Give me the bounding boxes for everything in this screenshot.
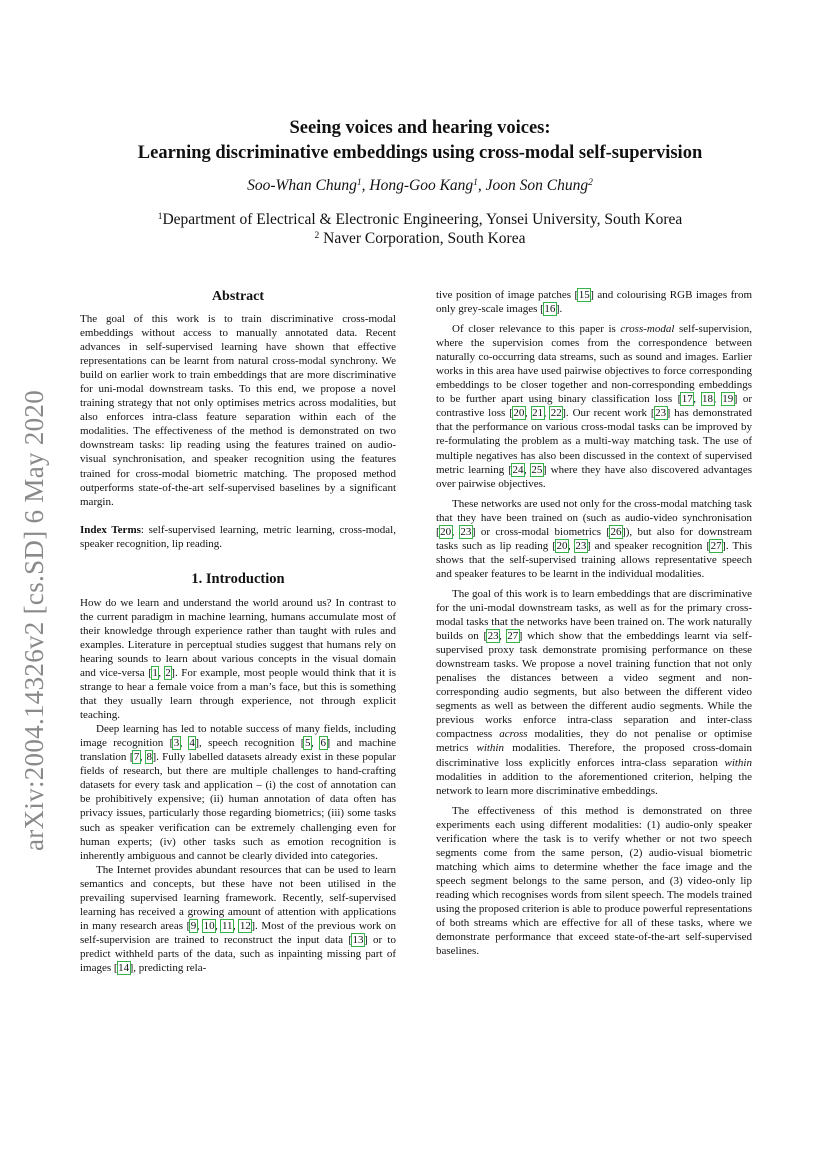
- citation-link[interactable]: 20: [556, 539, 568, 552]
- citation-link[interactable]: 22: [550, 407, 562, 420]
- index-terms: Index Terms: self-supervised learning, metric learning, cross-modal, speaker recognition, lip reading.: [80, 523, 396, 550]
- arxiv-stamp: arXiv:2004.14326v2 [cs.SD] 6 May 2020: [19, 389, 50, 851]
- affiliations: [80, 210, 760, 248]
- author-affil-mark: 1: [473, 178, 478, 188]
- index-terms-label: Index Terms: [80, 523, 141, 536]
- intro-paragraph-3-cont: tive position of image patches [15] and colourising RGB images from only grey-scale images [16].: [436, 289, 752, 316]
- citation-link[interactable]: 20: [513, 407, 525, 420]
- author-affil-mark: 2: [588, 178, 593, 188]
- citation-link[interactable]: 18: [702, 393, 713, 406]
- citation-link[interactable]: 9: [190, 919, 197, 932]
- intro-paragraph-4: Of closer relevance to this paper is cross-modal self-supervision, where the supervision comes from the correspondence between naturally co-occurring data streams, such as sound and images. Earlier works in this area have used pairwise objectives to force corresponding embeddings to be closer together and non-corresponding embeddings to be further apart using binary classification loss [17, 18, 19] or contrastive loss [20, 21, 22]. Our recent work [23] has demonstrated that the performance on various cross-modal tasks can be improved by re-formulating the problem as a multi-way matching task. The use of multiple negatives has also been discussed in the context of supervised metric learning [24, 25] where they have also discovered advantages over pairwise objectives.: [436, 323, 753, 490]
- citation-link[interactable]: 21: [532, 407, 544, 420]
- title-line-2: Learning discriminative embeddings using cross-modal self-supervision: [137, 143, 703, 163]
- intro-paragraph-2: Deep learning has led to notable success of many fields, including image recognition [3, 4], speech recognition [5, 6] and machine translation [7, 8]. Fully labelled datasets already exist in these popular fields of research, but there are multiple challenges to hand-crafting datasets for every task and application – (i) the cost of annotation can be prohibitively expensive; (ii) human annotation of data often has privacy issues, particularly those regarding biometrics; (iii) some tasks such as speaker verification can be extremely challenging even for human experts; (iv) other tasks such as emotion recognition is inherently ambiguous and cannot be clearly divided into categories.: [80, 723, 397, 862]
- citation-link[interactable]: 23: [655, 407, 667, 420]
- citation-link[interactable]: 3: [173, 737, 180, 750]
- citation-link[interactable]: 11: [221, 919, 233, 932]
- paper-title: [80, 116, 760, 166]
- citation-link[interactable]: 1: [152, 666, 158, 679]
- citation-link[interactable]: 23: [575, 539, 587, 552]
- citation-link[interactable]: 7: [133, 751, 140, 764]
- citation-link[interactable]: 17: [681, 393, 693, 406]
- citation-link[interactable]: 6: [320, 737, 327, 750]
- citation-link[interactable]: 27: [710, 539, 722, 552]
- author-affil-mark: 1: [356, 178, 362, 188]
- abstract-text: The goal of this work is to train discriminative cross-modal embeddings without access to manually annotated data. Recent advances in self-supervised learning have shown that effective representations can be learnt from natural cross-modal synchrony. We build on earlier work to train embeddings that are more discriminative for uni-modal downstream tasks. To this end, we propose a novel training strategy that not only optimises metrics across modalities, but also enforces intra-class feature separation within each of the modalities. The effectiveness of the method is demonstrated on two downstream tasks: lip reading using the features trained on audio-visual synchronisation, and speaker recognition using the features trained for cross-modal biometric matching. The proposed method outperforms state-of-the-art self-supervised baselines by a significant margin.: [80, 313, 396, 508]
- author-name: Joon Son Chung: [485, 177, 589, 194]
- title-line-1: Seeing voices and hearing voices:: [289, 118, 551, 138]
- citation-link[interactable]: 2: [165, 666, 171, 679]
- citation-link[interactable]: 12: [239, 919, 251, 932]
- citation-link[interactable]: 26: [610, 525, 622, 538]
- left-column: [80, 288, 396, 975]
- section-heading-introduction: 1. Introduction: [191, 570, 285, 587]
- citation-link[interactable]: 14: [118, 961, 130, 974]
- author-list: Soo-Whan Chung$^1$, Hong-Goo Kang$^1$, Joon Son Chung$^2$: [247, 177, 593, 194]
- affiliation-line: $^2$ Naver Corporation, South Korea: [314, 230, 526, 247]
- author-name: Soo-Whan Chung: [247, 177, 357, 194]
- abstract-heading: Abstract: [211, 289, 265, 304]
- citation-link[interactable]: 5: [304, 737, 311, 750]
- intro-paragraph-3: The Internet provides abundant resources that can be used to learn semantics and concepts, but these have not been utilised in the prevailing supervised learning framework. Recently, self-supervised learning has received a growing amount of attention with applications in many research areas [9, 10, 11, 12]. Most of the previous work on self-supervision are trained to reconstruct the input data [13] or to predict withheld parts of the data, such as inpainting missing part of images [14], predicting rela-: [80, 863, 397, 974]
- citation-link[interactable]: 27: [507, 630, 519, 643]
- citation-link[interactable]: 20: [440, 525, 452, 538]
- citation-link[interactable]: 16: [544, 303, 556, 316]
- author-name: Hong-Goo Kang: [369, 177, 474, 194]
- citation-link[interactable]: 8: [146, 751, 152, 764]
- citation-link[interactable]: 10: [203, 919, 215, 932]
- intro-paragraph-5: These networks are used not only for the cross-modal matching task that they have been trained on (such as audio-video synchronisation [20, 23] or cross-modal biometrics [26]), but also for downstream tasks such as lip reading [20, 23] and speaker recognition [27]. This shows that the self-supervised training allows representative speech and speaker features to be learnt in the individual modalities.: [436, 497, 753, 580]
- citation-link[interactable]: 25: [531, 463, 543, 476]
- citation-link[interactable]: 15: [578, 289, 590, 301]
- intro-paragraph-7: The effectiveness of this method is demonstrated on three experiments each using different modalities: (1) audio-only speaker verification where the task is to verify whether or not two speech segments come from the same person, (2) audio-visual biometric matching which aims to determine whether the face image and the speech segment belongs to the same person, and (3) video-only lip reading which recognises words from silent speech. The models trained using the proposed criterion is able to produce powerful representations of both streams which are effective for all of these tasks, where we demonstrate performance that exceed state-of-the-art self-supervised baselines.: [436, 804, 752, 958]
- citation-link[interactable]: 23: [487, 630, 499, 643]
- citation-link[interactable]: 23: [460, 525, 472, 538]
- citation-link[interactable]: 13: [352, 933, 364, 946]
- citation-link[interactable]: 19: [722, 393, 734, 406]
- intro-paragraph-1: How do we learn and understand the world around us? In contrast to the current paradigm in machine learning, humans accumulate most of their knowledge through experience rather than taught with rules and examples. Literature in perceptual studies suggest that humans rely on hearing sounds to learn about various concepts in the visual domain and vice-versa [1, 2]. For example, most people would think that it is strange to hear a female voice from a man’s face, but this is something that they usually learn through experience, not through explicit teaching.: [80, 596, 397, 722]
- citation-link[interactable]: 4: [189, 737, 195, 750]
- right-column: [436, 288, 752, 958]
- citation-link[interactable]: 24: [512, 463, 524, 476]
- intro-paragraph-6: The goal of this work is to learn embeddings that are discriminative for the uni-modal downstream tasks, as well as for the primary cross-modal tasks that the networks have been trained on. The work naturally builds on [23, 27] which show that the embeddings learnt via self-supervised proxy task demonstrate promising performance on these downstream tasks. We propose a novel training function that not only penalises the distances between a video segment and non-corresponding audio segments, but also between the different video segments as well as between the different audio segments. While the previous works enforce intra-class separation and inter-class compactness across modalities, they do not penalise or optimise metrics within modalities. Therefore, the proposed cross-domain discriminative loss explicitly enforces intra-class separation within modalities in addition to the aforementioned criterion, helping the network to learn more discriminative embeddings.: [436, 587, 752, 797]
- affiliation-line: $^1$Department of Electrical & Electronic Engineering, Yonsei University, South Korea: [157, 211, 683, 228]
